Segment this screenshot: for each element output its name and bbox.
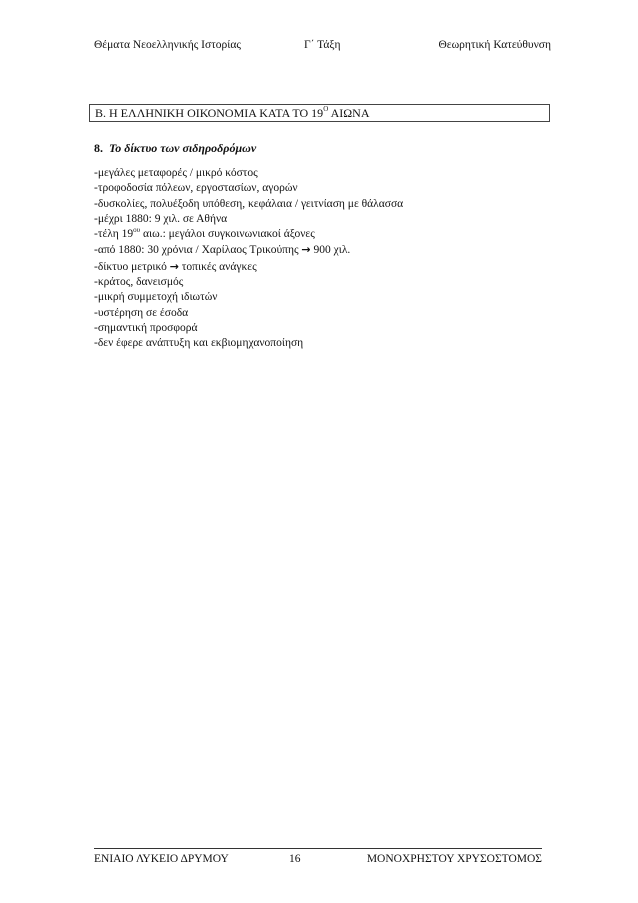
footer-author: ΜΟΝΟΧΡΗΣΤΟΥ ΧΡΥΣΟΣΤΟΜΟΣ xyxy=(366,853,542,865)
section-title-box xyxy=(89,104,550,122)
list-item: -μικρή συμμετοχή ιδιωτών xyxy=(94,291,218,304)
list-item: -δεν έφερε ανάπτυξη και εκβιομηχανοποίηση xyxy=(94,337,304,350)
list-item-text: -τέλη 19 xyxy=(94,228,134,241)
list-item-text: -δίκτυο μετρικό xyxy=(94,260,170,273)
subheading xyxy=(94,141,256,156)
list-item: -υστέρηση σε έσοδα xyxy=(94,306,189,319)
page-header xyxy=(94,39,551,55)
header-track: Θεωρητική Κατεύθυνση xyxy=(438,39,551,51)
list-item xyxy=(94,259,403,275)
page-number: 16 xyxy=(289,853,301,865)
right-arrow-icon: → xyxy=(301,243,311,257)
right-arrow-icon: → xyxy=(169,259,179,273)
subheading-title: Το δίκτυο των σιδηροδρόμων xyxy=(109,141,257,155)
list-item-superscript: ου xyxy=(133,226,141,235)
list-item xyxy=(94,242,403,258)
page-footer xyxy=(94,853,542,869)
section-title xyxy=(95,105,370,121)
list-item-text: αιω.: μεγάλοι συγκοινωνιακοί άξονες xyxy=(140,228,315,241)
list-item: -μεγάλες μεταφορές / μικρό κόστος xyxy=(94,167,258,179)
list-item: -δυσκολίες, πολυέξοδη υπόθεση, κεφάλαια / γειτνίαση με θάλασσα xyxy=(94,197,404,210)
list-item: -κράτος, δανεισμός xyxy=(94,276,184,289)
section-title-suffix: ΑΙΩΝΑ xyxy=(328,106,370,120)
list-item-text: 900 χιλ. xyxy=(310,244,351,257)
list-item xyxy=(94,227,403,242)
list-item: -τροφοδοσία πόλεων, εργοστασίων, αγορών xyxy=(94,182,298,195)
footer-divider xyxy=(94,848,542,849)
notes-list xyxy=(94,166,403,352)
header-grade: Γ΄ Τάξη xyxy=(304,39,341,51)
list-item: -μέχρι 1880: 9 χιλ. σε Αθήνα xyxy=(94,212,228,225)
list-item: -σημαντική προσφορά xyxy=(94,321,198,334)
footer-school: ΕΝΙΑΙΟ ΛΥΚΕΙΟ ΔΡΥΜΟΥ xyxy=(94,853,229,865)
section-title-main: Β. Η ΕΛΛΗΝΙΚΗ ΟΙΚΟΝΟΜΙΑ ΚΑΤΑ ΤΟ 19 xyxy=(95,106,324,120)
list-item-text: τοπικές ανάγκες xyxy=(178,260,257,273)
header-subject: Θέματα Νεοελληνικής Ιστορίας xyxy=(94,39,241,51)
subheading-number: 8. xyxy=(94,141,103,155)
list-item-text: -από 1880: 30 χρόνια / Χαρίλαος Τρικούπης xyxy=(94,244,302,257)
section-title-superscript: Ο xyxy=(323,105,329,113)
